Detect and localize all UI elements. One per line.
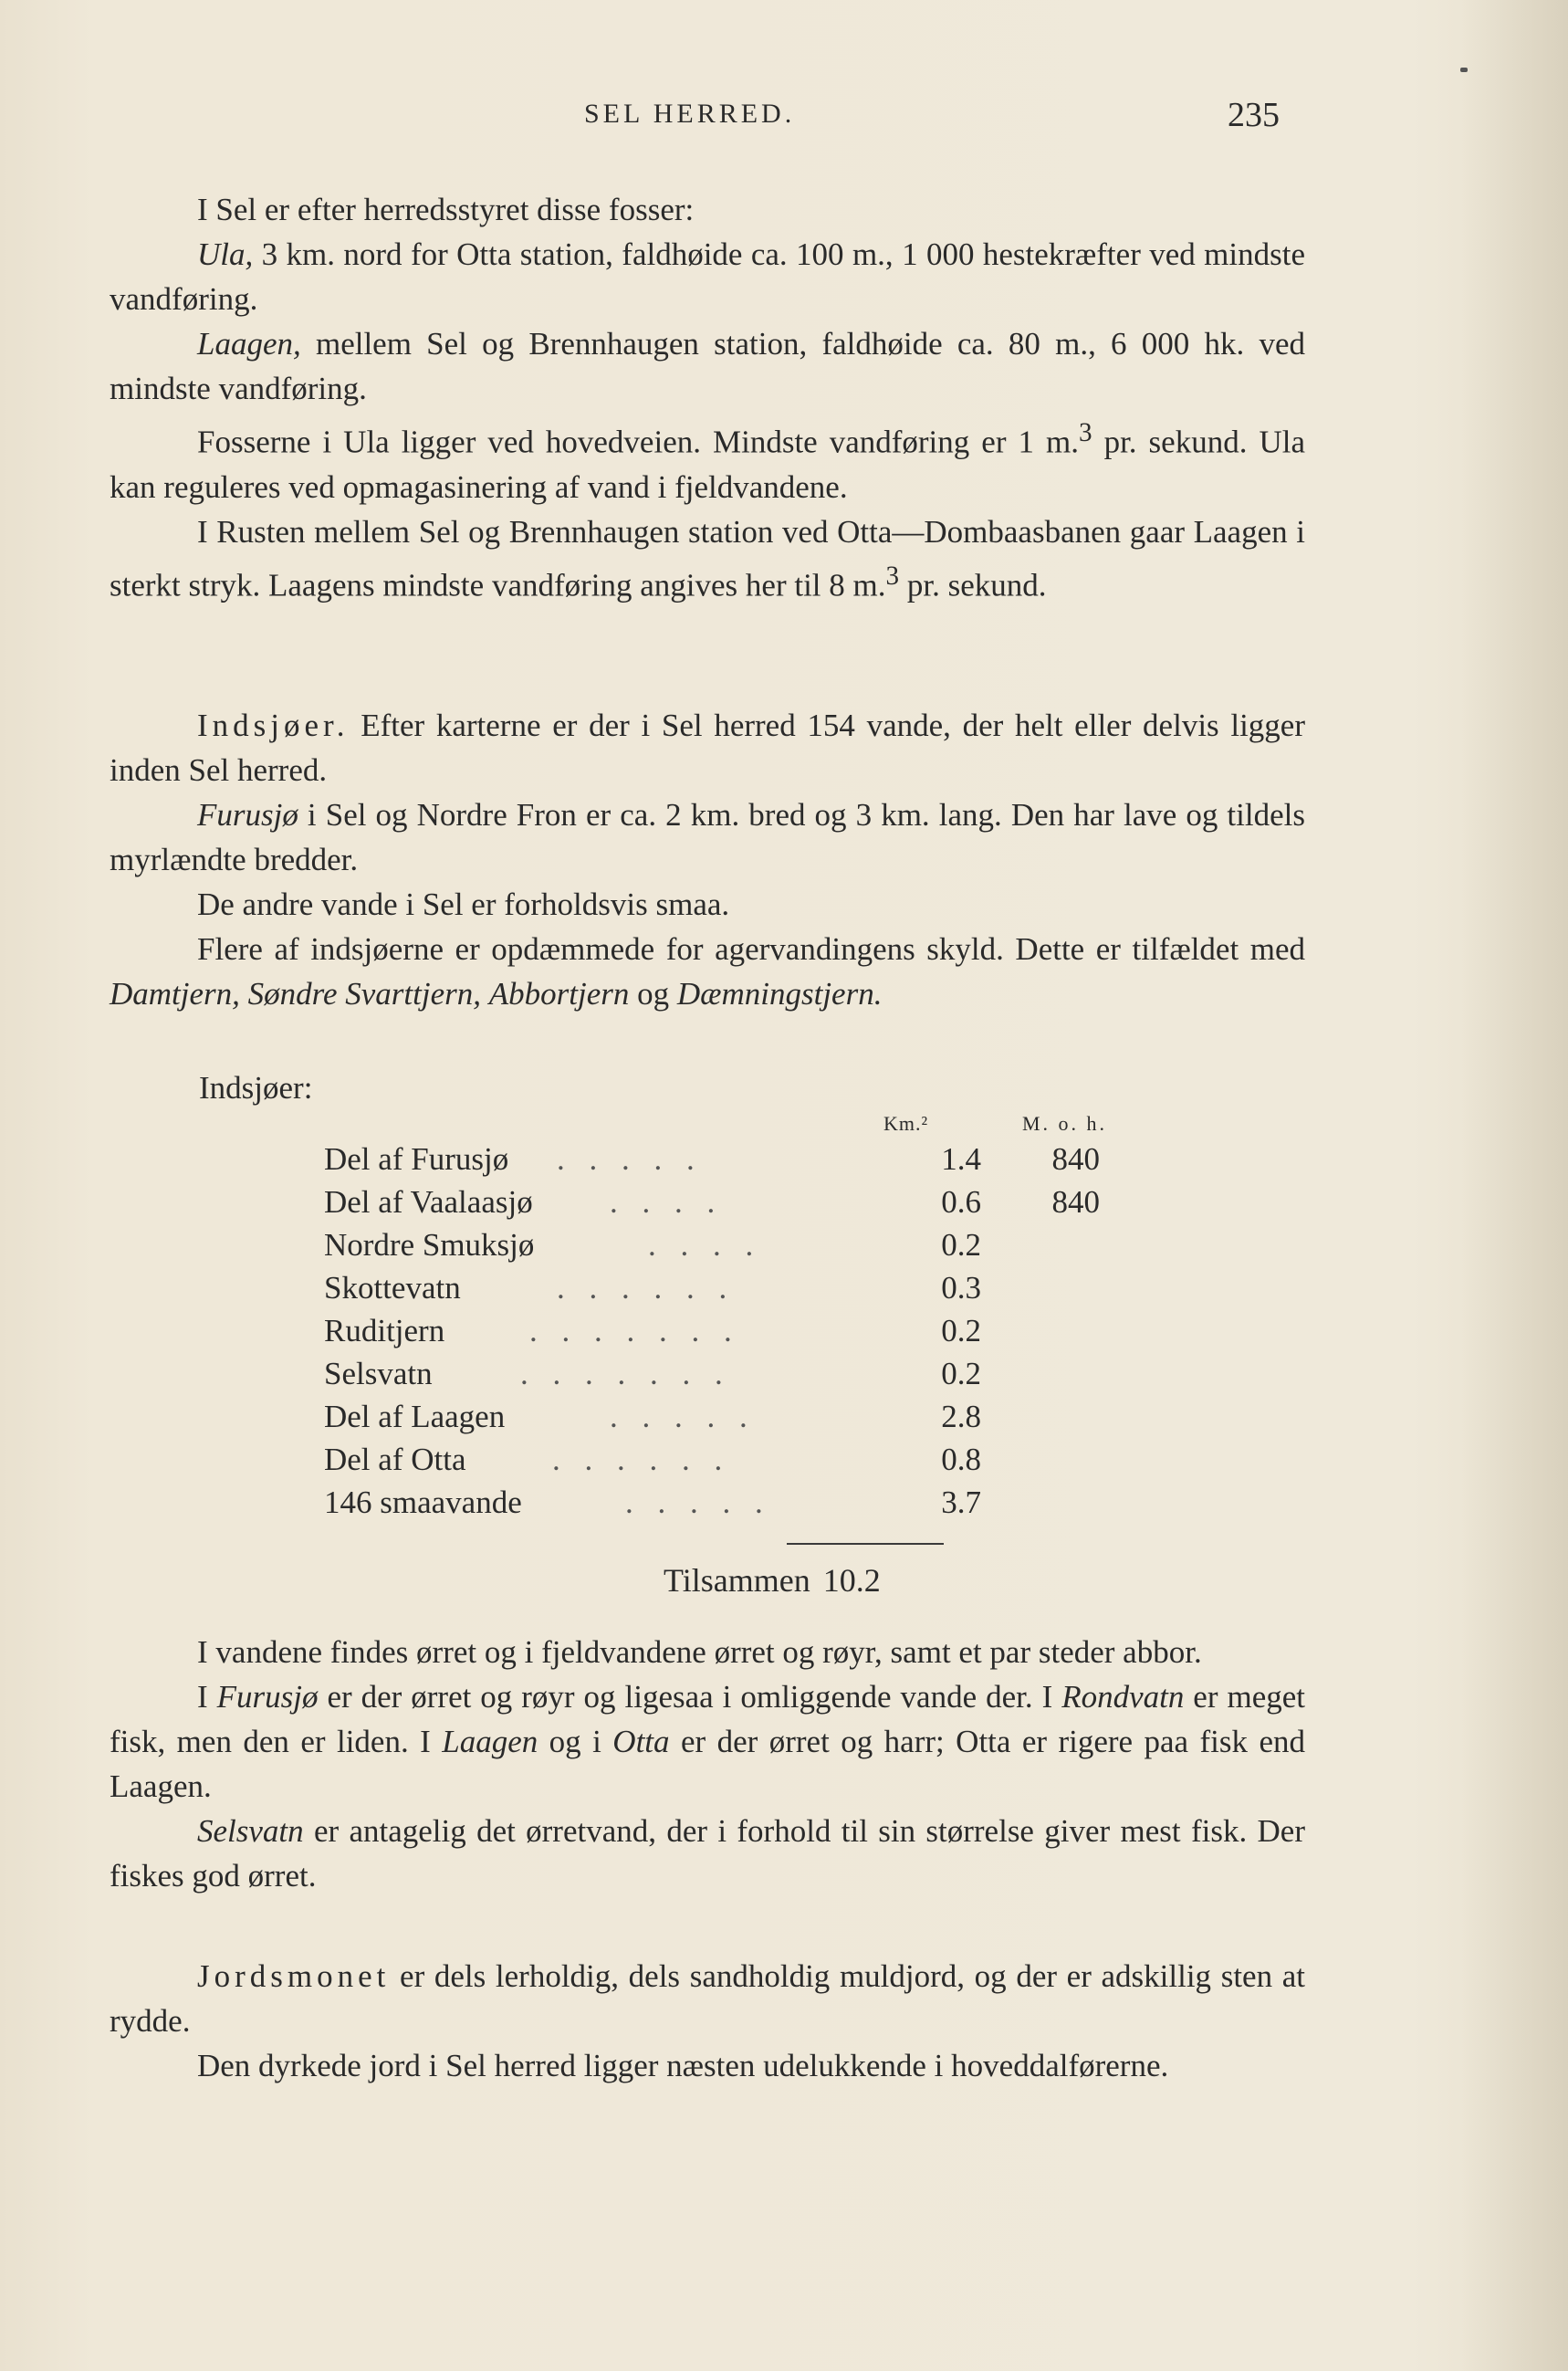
- lake-table: [324, 1105, 1145, 1527]
- lake-name: Del af Furusjø: [324, 1141, 509, 1177]
- total-value: 10.2: [822, 1562, 881, 1599]
- leader-dots: . . . .: [610, 1184, 724, 1220]
- lakes-p2: [110, 792, 1305, 882]
- lake-rows: [324, 1141, 1145, 1527]
- lakes-section: [110, 703, 1305, 1016]
- lake-row: [324, 1442, 1145, 1484]
- lakes-p1-text: Efter karterne er der i Sel herred 154 vande, der helt eller delvis ligger inden Sel herred.: [110, 708, 1305, 788]
- lake-row: [324, 1270, 1145, 1313]
- lake-name: 146 smaavande: [324, 1484, 522, 1520]
- lake-row: [324, 1227, 1145, 1270]
- fish-p3: [110, 1809, 1305, 1898]
- furusjo-name: Furusjø: [197, 797, 298, 833]
- falls-fosserne: [110, 411, 1305, 509]
- lake-area: 3.7: [941, 1484, 981, 1520]
- ula-name: Ula,: [197, 236, 254, 272]
- fish-p2-b: er der ørret og røyr og ligesaa i omliggende vande der. I: [318, 1679, 1062, 1715]
- lake-row: [324, 1313, 1145, 1356]
- lake-area: 0.2: [941, 1227, 981, 1263]
- lake-row: [324, 1141, 1145, 1184]
- fish-p1: I vandene findes ørret og i fjeldvandene ørret og røyr, samt et par steder abbor.: [197, 1634, 1202, 1670]
- lake-area: 1.4: [941, 1141, 981, 1177]
- lake-altitude: 840: [1051, 1184, 1100, 1220]
- fish-rondvatn: Rondvatn: [1061, 1679, 1185, 1715]
- damtjern: Damtjern,: [110, 976, 240, 1012]
- lake-area: 0.2: [941, 1356, 981, 1391]
- lake-area: 0.2: [941, 1313, 981, 1348]
- lake-name: Selsvatn: [324, 1356, 433, 1391]
- lake-name: Del af Vaalaasjø: [324, 1184, 533, 1220]
- rusten-text-a: I Rusten mellem Sel og Brennhaugen station ved Otta—Dombaasbanen gaar Laagen i sterkt stryk. Laagens mindste vandføring angives her til 8 m.: [110, 513, 1305, 603]
- lake-row: [324, 1399, 1145, 1442]
- lakes-p4: [110, 927, 1305, 1016]
- lakes-label: Indsjøer.: [197, 708, 350, 743]
- fish-otta: Otta: [612, 1724, 670, 1759]
- rusten-sup: 3: [885, 561, 900, 591]
- leader-dots: . . . . . .: [557, 1270, 736, 1306]
- fish-p2: [110, 1674, 1305, 1809]
- fish-selsvatn: Selsvatn: [197, 1813, 304, 1849]
- abbortjern: Abbortjern: [488, 976, 630, 1012]
- lake-area: 0.6: [941, 1184, 981, 1220]
- lakes-p4-text: Flere af indsjøerne er opdæmmede for agervandingens skyld. Dette er tilfældet med: [197, 931, 1305, 967]
- falls-ula: [110, 232, 1305, 321]
- soil-section: [110, 1954, 1305, 2088]
- leader-dots: . . . . . . .: [520, 1356, 731, 1391]
- lake-area: 0.8: [941, 1442, 981, 1477]
- lake-area: 2.8: [941, 1399, 981, 1434]
- fish-p2-e: er der ørret og harr; Otta er rigere paa fisk end Laagen.: [110, 1724, 1306, 1804]
- leader-dots: . . . .: [648, 1227, 762, 1263]
- leader-dots: . . . . .: [557, 1141, 703, 1177]
- sum-rule: [787, 1543, 944, 1545]
- page-number: 235: [1228, 96, 1280, 134]
- fish-p2-c: er meget fisk, men den er liden. I: [110, 1679, 1305, 1759]
- falls-intro: I Sel er efter herredsstyret disse fosser:: [197, 192, 695, 227]
- lake-row: [324, 1484, 1145, 1527]
- falls-laagen: [110, 321, 1305, 411]
- leader-dots: . . . . . . .: [529, 1313, 740, 1348]
- fish-p2-d: og i: [538, 1724, 613, 1759]
- sondre-svarttjern: Søndre Svarttjern,: [247, 976, 481, 1012]
- lake-table-label: Indsjøer:: [199, 1070, 313, 1106]
- daemningstjern: Dæmningstjern.: [676, 976, 883, 1012]
- laagen-text: mellem Sel og Brennhaugen station, faldhøide ca. 80 m., 6 000 hk. ved mindste vandføring.: [110, 326, 1305, 406]
- fish-p2-a: I: [197, 1679, 217, 1715]
- fish-section: [110, 1630, 1305, 1898]
- col-area-header: Km.²: [883, 1112, 929, 1135]
- lake-row: [324, 1184, 1145, 1227]
- soil-p1-text: er dels lerholdig, dels sandholdig muldjord, og der er adskillig sten at rydde.: [110, 1958, 1305, 2039]
- falls-section: [110, 187, 1305, 607]
- fish-laagen: Laagen: [442, 1724, 538, 1759]
- rusten-text-b: pr. sekund.: [899, 567, 1047, 603]
- lake-name: Ruditjern: [324, 1313, 445, 1348]
- fosserne-sup: 3: [1078, 418, 1092, 447]
- lake-table-header: [324, 1105, 1145, 1141]
- leader-dots: . . . . .: [610, 1399, 756, 1434]
- soil-label: Jordsmonet: [197, 1958, 391, 1994]
- col-alt-header: M. o. h.: [1022, 1112, 1108, 1135]
- total-row: [664, 1561, 881, 1600]
- ula-text: 3 km. nord for Otta station, faldhøide ca. 100 m., 1 000 hestekræfter ved mindste vandføring.: [110, 236, 1305, 317]
- lake-row: [324, 1356, 1145, 1399]
- leader-dots: . . . . . .: [552, 1442, 731, 1477]
- leader-dots: . . . . .: [625, 1484, 771, 1520]
- page-edge-shadow: [1460, 0, 1568, 2371]
- lakes-p3: De andre vande i Sel er forholdsvis smaa.: [197, 887, 730, 922]
- lake-name: Del af Laagen: [324, 1399, 506, 1434]
- fish-furusjo: Furusjø: [216, 1679, 319, 1715]
- total-label: Tilsammen: [664, 1562, 810, 1599]
- fosserne-text-a: Fosserne i Ula ligger ved hovedveien. Mindste vandføring er 1 m.: [197, 424, 1079, 460]
- lakes-p1: [110, 703, 1305, 792]
- fish-p3-text: er antagelig det ørretvand, der i forhold til sin størrelse giver mest fisk. Der fiskes god ørret.: [110, 1813, 1305, 1894]
- lake-name: Skottevatn: [324, 1270, 461, 1306]
- laagen-name: Laagen,: [197, 326, 301, 362]
- lake-name: Del af Otta: [324, 1442, 466, 1477]
- lakes-p2-text: i Sel og Nordre Fron er ca. 2 km. bred og 3 km. lang. Den har lave og tildels myrlændte bredder.: [110, 797, 1305, 877]
- lake-name: Nordre Smuksjø: [324, 1227, 535, 1263]
- og-word: og: [629, 976, 677, 1012]
- soil-p2: Den dyrkede jord i Sel herred ligger næsten udelukkende i hoveddalførerne.: [197, 2048, 1169, 2083]
- fosserne-text-b: pr. sekund. Ula kan reguleres ved opmagasinering af vand i fjeldvandene.: [110, 424, 1305, 505]
- soil-p1: [110, 1954, 1305, 2043]
- running-head: SEL HERRED.: [584, 99, 796, 129]
- falls-rusten: [110, 509, 1305, 608]
- lake-altitude: 840: [1051, 1141, 1100, 1177]
- lake-area: 0.3: [941, 1270, 981, 1306]
